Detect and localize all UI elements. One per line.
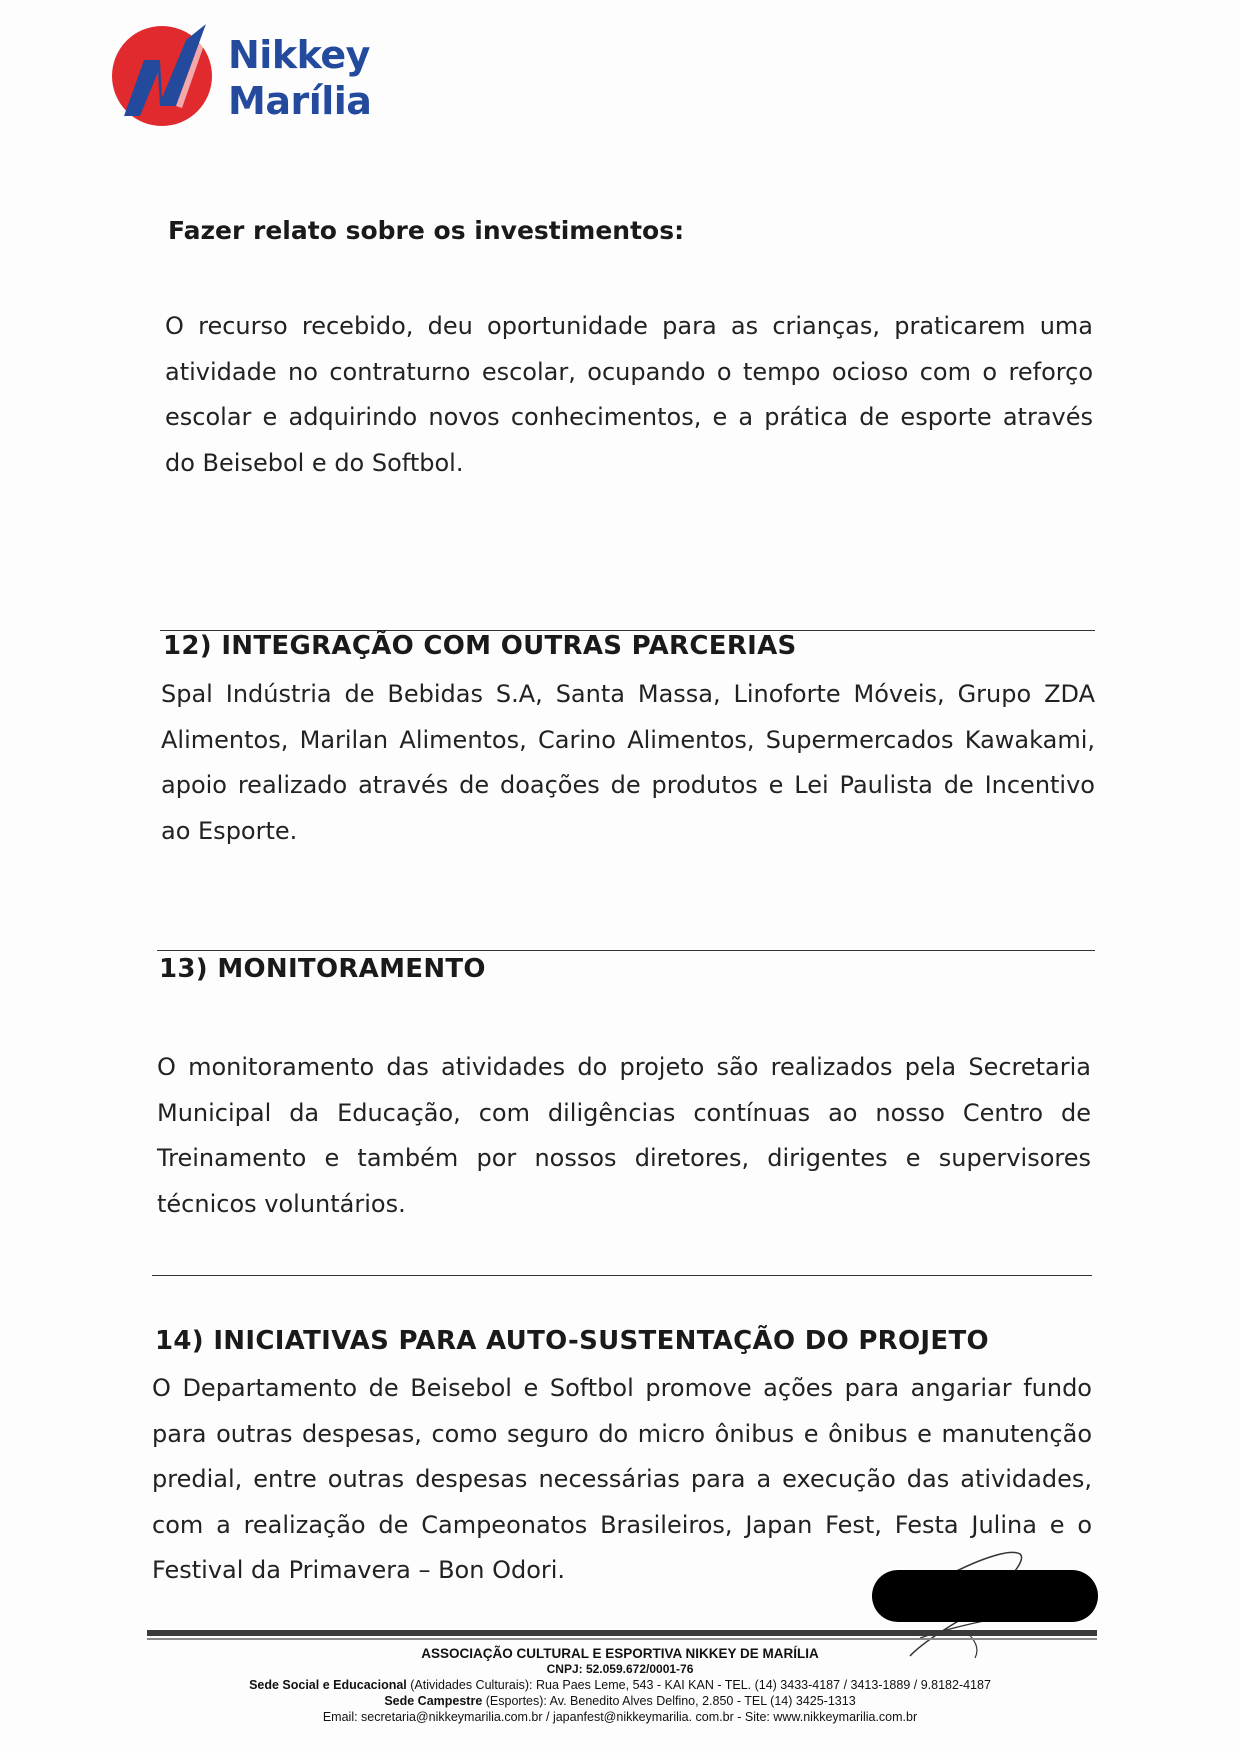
footer-sede-social-text: (Atividades Culturais): Rua Paes Leme, 543 - KAI KAN - TEL. (14) 3433-4187 / 3413-1889 / 9.8182-4187 bbox=[410, 1678, 991, 1692]
footer-cnpj: CNPJ: 52.059.672/0001-76 bbox=[546, 1662, 694, 1676]
footer-sede-campestre bbox=[140, 1693, 1100, 1709]
logo-line-2: Marília bbox=[228, 79, 372, 123]
footer-sede-campestre-label: Sede Campestre bbox=[384, 1694, 483, 1708]
section-13-title: 13) MONITORAMENTO bbox=[159, 954, 486, 984]
footer-bar bbox=[147, 1630, 1097, 1636]
nikkey-marilia-logo bbox=[110, 20, 390, 130]
footer-bar-thin bbox=[147, 1638, 1097, 1640]
section-13-paragraph: O monitoramento das atividades do projeto são realizados pela Secretaria Municipal da Educação, com diligências contínuas ao nosso Centro de Treinamento e também por nossos diretores, dirigentes e supervisores técnicos voluntários. bbox=[157, 1053, 1091, 1218]
redaction-box bbox=[872, 1570, 1098, 1622]
footer-sede-social bbox=[140, 1677, 1100, 1693]
intro-heading: Fazer relato sobre os investimentos: bbox=[168, 216, 685, 245]
nikkey-logo-icon bbox=[110, 20, 222, 130]
footer-contact: Email: secretaria@nikkeymarilia.com.br / japanfest@nikkeymarilia. com.br - Site: www.nikkeymarilia.com.br bbox=[322, 1710, 918, 1724]
section-12-title: 12) INTEGRAÇÃO COM OUTRAS PARCERIAS bbox=[163, 631, 797, 661]
section-14-title: 14) INICIATIVAS PARA AUTO-SUSTENTAÇÃO DO PROJETO bbox=[155, 1326, 989, 1356]
section-14-paragraph: O Departamento de Beisebol e Softbol promove ações para angariar fundo para outras despesas, como seguro do micro ônibus e ônibus e manutenção predial, entre outras despesas necessárias para a execução das atividades, com a realização de Campeonatos Brasileiros, Japan Fest, Festa Julina e o Festival da Primavera – Bon Odori. bbox=[152, 1374, 1092, 1584]
section-12-paragraph: Spal Indústria de Bebidas S.A, Santa Massa, Linoforte Móveis, Grupo ZDA Alimentos, Marilan Alimentos, Carino Alimentos, Supermercados Kawakami, apoio realizado através de doações de produtos e Lei Paulista de Incentivo ao Esporte. bbox=[161, 680, 1095, 845]
logo-line-1: Nikkey bbox=[228, 33, 370, 77]
divider-rule bbox=[152, 1275, 1092, 1276]
intro-paragraph: O recurso recebido, deu oportunidade para as crianças, praticarem uma atividade no contraturno escolar, ocupando o tempo ocioso com o reforço escolar e adquirindo novos conhecimentos, e a prática de esporte através do Beisebol e do Softbol. bbox=[165, 312, 1093, 477]
footer-org-name: ASSOCIAÇÃO CULTURAL E ESPORTIVA NIKKEY DE MARÍLIA bbox=[421, 1646, 819, 1661]
footer-sede-social-label: Sede Social e Educacional bbox=[249, 1678, 407, 1692]
divider-rule bbox=[157, 950, 1095, 951]
footer-sede-campestre-text: (Esportes): Av. Benedito Alves Delfino, 2.850 - TEL (14) 3425-1313 bbox=[485, 1694, 856, 1708]
letterhead-footer bbox=[140, 1645, 1100, 1725]
